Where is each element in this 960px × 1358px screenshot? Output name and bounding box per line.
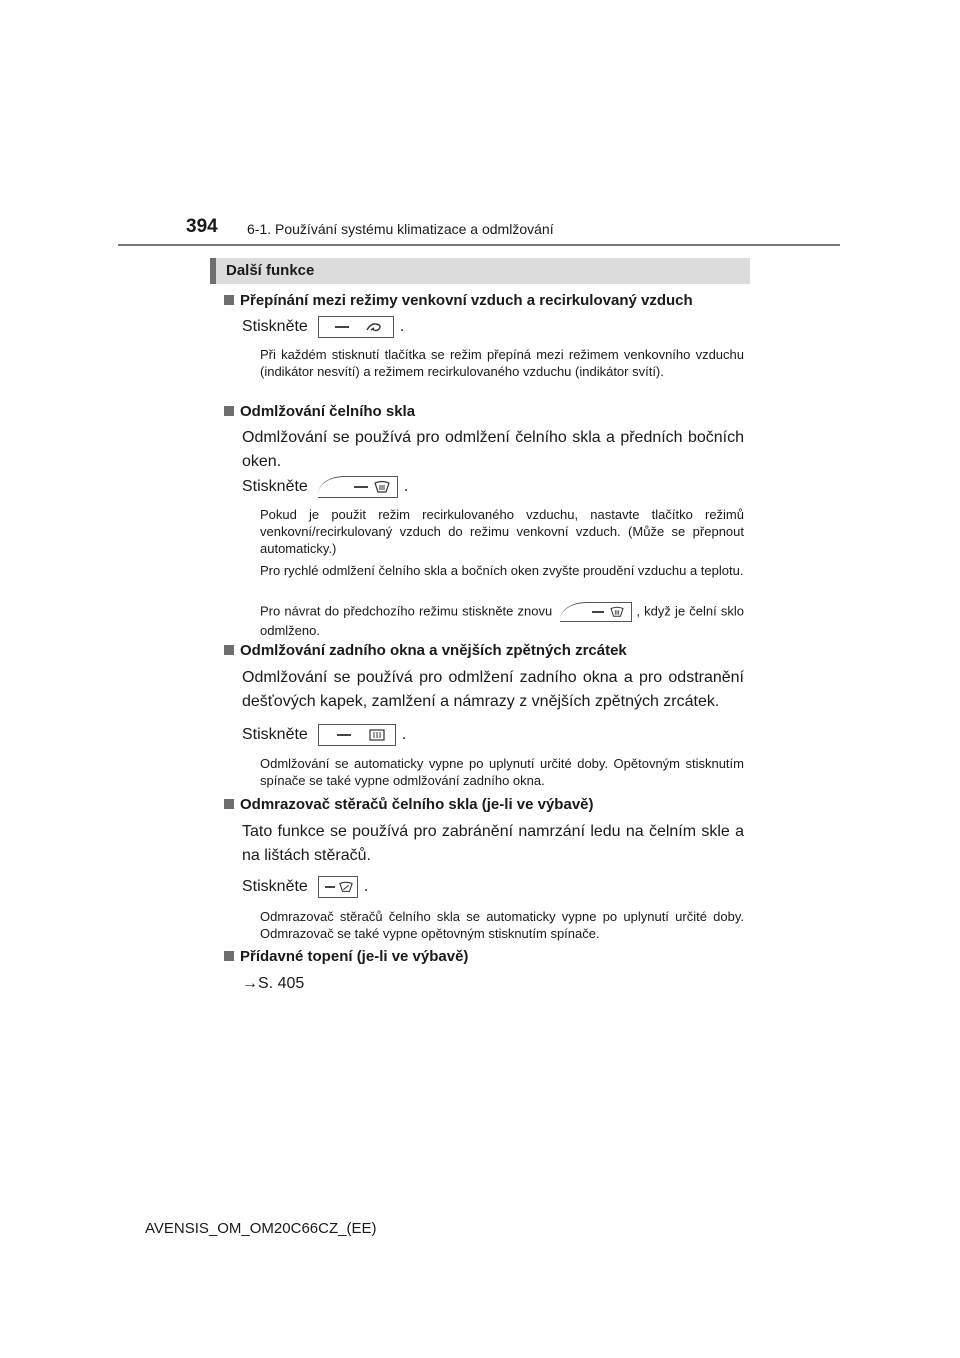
press-suffix: . <box>399 318 405 335</box>
return-note-before: Pro návrat do předchozího režimu stiskněte znovu <box>260 603 553 619</box>
section-bar <box>210 258 750 284</box>
windshield-defog-button[interactable] <box>318 476 398 498</box>
bullet-square-icon <box>224 951 234 961</box>
windshield-defog-button-inline[interactable] <box>560 602 632 622</box>
press-instruction <box>242 724 406 746</box>
windshield-defog-icon <box>610 606 624 618</box>
subheading-text: Odmlžování čelního skla <box>240 403 416 420</box>
section-title: Další funkce <box>226 262 315 279</box>
subheading-recirculation <box>224 292 693 309</box>
note-recirculation: Při každém stisknutí tlačítka se režim přepíná mezi režimem venkovního vzduchu (indikátor nesvítí) a režimem recirkulovaného vzduchu (indikátor svítí). <box>260 347 744 379</box>
chapter-title: 6-1. Používání systému klimatizace a odmlžování <box>247 221 554 237</box>
press-label: Stiskněte <box>242 478 308 495</box>
subheading-text: Odmlžování zadního okna a vnějších zpětných zrcátek <box>240 642 627 659</box>
press-instruction <box>242 476 408 498</box>
wiper-deicer-icon <box>339 880 353 894</box>
subheading-rear-defog <box>224 642 627 659</box>
page-number: 394 <box>186 216 218 237</box>
subheading-text: Odmrazovač stěračů čelního skla (je-li ve výbavě) <box>240 796 594 813</box>
rear-defog-button[interactable] <box>318 724 396 746</box>
header-rule <box>118 244 840 246</box>
windshield-defog-icon <box>374 480 390 494</box>
press-label: Stiskněte <box>242 318 308 335</box>
note-windshield-defog-2: Pro rychlé odmlžení čelního skla a bočních oken zvyšte proudění vzduchu a teplotu. <box>260 563 744 578</box>
body-wiper-deicer: Tato funkce se používá pro zabránění namrzání ledu na čelním skle a na lištách stěračů. <box>242 823 744 864</box>
body-windshield-defog: Odmlžování se používá pro odmlžení čelního skla a předních bočních oken. <box>242 429 744 470</box>
press-suffix: . <box>401 726 407 743</box>
press-label: Stiskněte <box>242 726 308 743</box>
subheading-text: Přídavné topení (je-li ve výbavě) <box>240 948 469 965</box>
press-label: Stiskněte <box>242 878 308 895</box>
footer-doc-code: AVENSIS_OM_OM20C66CZ_(EE) <box>145 1220 377 1237</box>
return-note-after: , když je čelní sklo odmlženo. <box>260 603 744 638</box>
subheading-auxiliary-heater <box>224 948 468 965</box>
press-instruction <box>242 316 404 338</box>
subheading-wiper-deicer <box>224 796 594 813</box>
bullet-square-icon <box>224 406 234 416</box>
subheading-text: Přepínání mezi režimy venkovní vzduch a recirkulovaný vzduch <box>240 292 693 309</box>
recirculation-button[interactable] <box>318 316 394 338</box>
wiper-deicer-button[interactable] <box>318 876 358 898</box>
press-suffix: . <box>363 878 369 895</box>
note-windshield-defog-1: Pokud je použit režim recirkulovaného vzduchu, nastavte tlačítko režimů venkovní/recirkulovaný vzduch do režimu venkovní vzduch. (Může se přepnout automaticky.) <box>260 507 744 556</box>
reference-link[interactable]: →S. 405 <box>242 975 305 992</box>
bullet-square-icon <box>224 645 234 655</box>
press-suffix: . <box>403 478 409 495</box>
subheading-windshield-defog <box>224 403 415 420</box>
bullet-square-icon <box>224 799 234 809</box>
bullet-square-icon <box>224 295 234 305</box>
press-instruction <box>242 876 368 898</box>
note-wiper-deicer: Odmrazovač stěračů čelního skla se automaticky vypne po uplynutí určité doby. Odmrazovač se také vypne opětovným stisknutím spínače. <box>260 909 744 941</box>
note-rear-defog: Odmlžování se automaticky vypne po uplynutí určité doby. Opětovným stisknutím spínače se také vypne odmlžování zadního okna. <box>260 756 744 788</box>
rear-defog-icon <box>369 728 385 742</box>
recirculation-icon <box>365 320 385 334</box>
body-rear-defog: Odmlžování se používá pro odmlžení zadního okna a pro odstranění dešťových kapek, zamlžení a námrazy z vnějších zpětných zrcátek. <box>242 669 744 710</box>
note-windshield-defog-3 <box>260 602 744 639</box>
